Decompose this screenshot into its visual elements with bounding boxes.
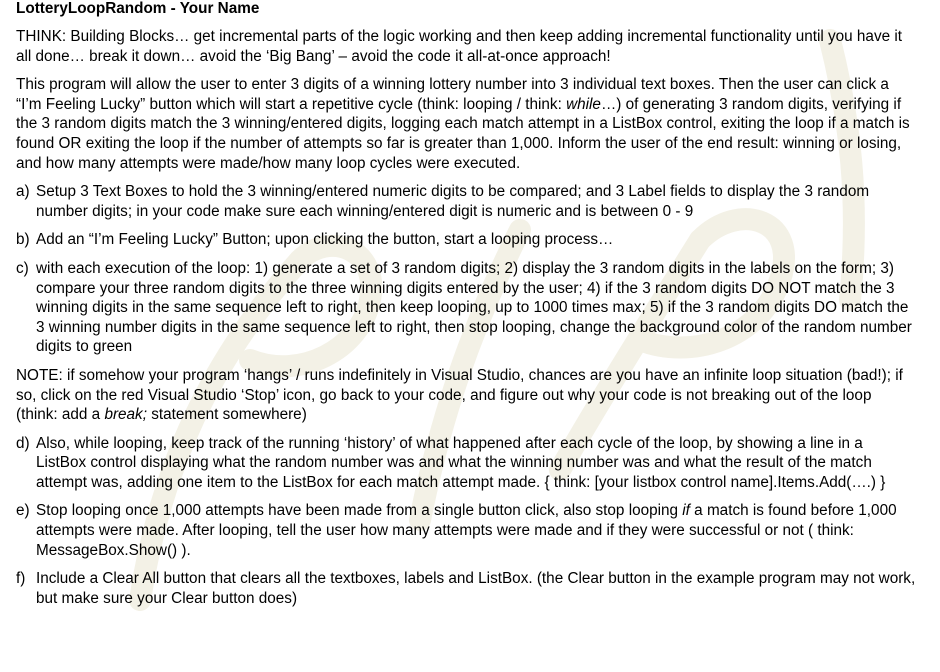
step-d xyxy=(16,434,916,493)
step-d-marker: d) xyxy=(16,434,30,452)
note-italic-break: break; xyxy=(104,406,147,424)
step-e-italic-if: if xyxy=(682,502,690,520)
step-c-text: with each execution of the loop: 1) generate a set of 3 random digits; 2) display the 3 random digits in the labels on the form; 3) compare your three random digits to the three winning digits entered by the user; 4) if the 3 random digits DO NOT match the 3 winning digits in the same sequence left to right, then keep looping, up to 1000 times max; 5) if the 3 random digits DO match the 3 winning number digits in the same sequence left to right, then stop looping, change the background color of the random number digits to green xyxy=(36,259,912,356)
intro-text-2: …) of generating 3 random digits, verifying if the 3 random digits match the 3 winning/entered digits, logging each match attempt in a ListBox control, exiting the loop if a match is found OR exiting the loop if the number of attempts so far is greater than 1,000. Inform the user of the end result: winning or losing, and how many attempts were made/how many loop cycles were executed. xyxy=(16,95,910,172)
step-c-marker: c) xyxy=(16,259,29,277)
step-e xyxy=(16,501,916,560)
note-paragraph xyxy=(16,366,916,425)
step-a xyxy=(16,182,916,221)
step-e-text-2: a match is found before 1,000 attempts were made. After looping, tell the user how many attempts were made and if they were successful or not ( think: MessageBox.Show() ). xyxy=(36,502,897,559)
step-b xyxy=(16,230,916,250)
step-e-text xyxy=(36,502,897,558)
intro-paragraph xyxy=(16,75,916,173)
step-f-marker: f) xyxy=(16,570,26,588)
step-b-marker: b) xyxy=(16,231,30,249)
document-title: LotteryLoopRandom - Your Name xyxy=(16,0,260,17)
step-a-text: Setup 3 Text Boxes to hold the 3 winning/entered numeric digits to be compared; and 3 Label fields to display the 3 random number digits; in your code make sure each winning/entered digit is numeric and is between 0 - 9 xyxy=(36,183,870,220)
step-e-marker: e) xyxy=(16,502,30,520)
note-text-1: NOTE: if somehow your program ‘hangs’ / runs indefinitely in Visual Studio, chances are you have an infinite loop situation (bad!); if so, click on the red Visual Studio ‘Stop’ icon, go back to your code, and figure out why your code is not breaking out of the loop (think: add a xyxy=(16,366,903,424)
step-f xyxy=(16,569,916,608)
think-paragraph: THINK: Building Blocks… get incremental parts of the logic working and then keep adding incremental functionality until you have it all done… break it down… avoid the ‘Big Bang’ – avoid the code it all-at-once approach! xyxy=(16,28,902,65)
intro-italic-while: while xyxy=(566,95,601,113)
step-d-text: Also, while looping, keep track of the running ‘history’ of what happened after each cycle of the loop, by showing a line in a ListBox control displaying what the random number was and what the winning number was and what the result of the match attempt was, adding one item to the ListBox for each match attempt made. { think: [your listbox control name].Items.Add(….) } xyxy=(36,434,886,491)
step-c xyxy=(16,259,916,357)
note-text-2: statement somewhere) xyxy=(146,406,307,424)
intro-text-1: This program will allow the user to enter 3 digits of a winning lottery number into 3 individual text boxes. Then the user can click a “I’m Feeling Lucky” button which will start a repetitive cycle (think: looping / think: xyxy=(16,76,889,113)
step-f-text: Include a Clear All button that clears all the textboxes, labels and ListBox. (the Clear button in the example program may not work, but make sure your Clear button does) xyxy=(36,570,916,607)
document-page xyxy=(16,0,916,617)
step-b-text: Add an “I’m Feeling Lucky” Button; upon clicking the button, start a looping process… xyxy=(36,231,614,249)
step-a-marker: a) xyxy=(16,183,30,201)
step-e-text-1: Stop looping once 1,000 attempts have been made from a single button click, also stop looping xyxy=(36,502,683,520)
